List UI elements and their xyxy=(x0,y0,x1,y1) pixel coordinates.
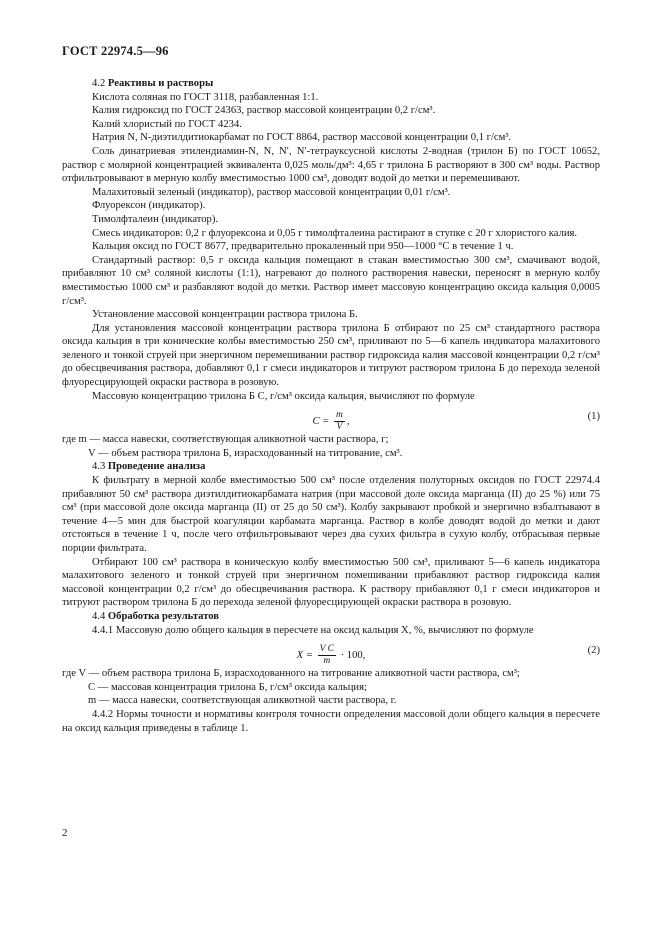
paragraph: 4.4.1 Массовую долю общего кальция в пересчете на оксид кальция X, %, вычисляют по формуле xyxy=(92,624,534,636)
paragraph: Кальция оксид по ГОСТ 8677, предварительно прокаленный при 950—1000 °С в течение 1 ч. xyxy=(92,241,514,253)
paragraph: Смесь индикаторов: 0,2 г флуорексона и 0,05 г тимолфталеина растирают в ступке с 20 г хлористого калия. xyxy=(92,227,578,239)
paragraph: 4.4.2 Нормы точности и нормативы контроля точности определения массовой доли общего кальция в пересчете на оксид кальция приведены в таблице 1. xyxy=(62,708,600,734)
formula-rhs: · 100, xyxy=(340,650,366,662)
paragraph: Отбирают 100 см³ раствора в коническую колбу вместимостью 500 см³, приливают 5—6 капель индикатора малахитового зеленого и тонкой струей при энергичном помешивании прибавляют раствор гидроксида калия массовой концентрации 0,2 г/см³ до обесцвечивания раствора. К раствору прибавляют 0,1 г смеси индикаторов и титруют раствором трилона Б до перехода зеленой флуоресцирующей окраски раствора в розовую. xyxy=(62,556,600,609)
paragraph: Флуорексон (индикатор). xyxy=(92,200,206,212)
fraction-denominator: V xyxy=(336,422,343,433)
section-title: Реактивы и растворы xyxy=(107,78,214,89)
formula-1 xyxy=(62,403,600,433)
formula-expression xyxy=(62,644,600,667)
page-number: 2 xyxy=(62,827,68,839)
formula-number: (2) xyxy=(587,645,600,657)
section-title: Обработка результатов xyxy=(107,610,220,622)
where-line: где V — объем раствора трилона Б, израсходованного на титрование аликвотной части раствора, см³; xyxy=(62,668,520,680)
paragraph: Для установления массовой концентрации раствора трилона Б отбирают по 25 см³ стандартного раствора оксида кальция в три конические колбы вместимостью 250 см³, приливают по 5—6 капель индикатора малахитового зеленого и тонкой струей при энергичном перемешивании раствор гидроксида калия массовой концентрации 0,2 г/см³ до обесцвечивания раствора, добавляют 0,1 г смеси индикаторов и титруют раствором трилона Б до перехода зеленой флуоресцирующей окраски раствора в розовую. xyxy=(62,322,600,389)
section-heading-4-2 xyxy=(62,77,600,91)
paragraph: Установление массовой концентрации раствора трилона Б. xyxy=(92,309,358,321)
fraction-numerator: m xyxy=(336,410,343,421)
section-number: 4.3 xyxy=(92,461,106,473)
fraction-denominator: m xyxy=(323,656,331,667)
formula-fraction xyxy=(334,410,345,433)
formula-2 xyxy=(62,637,600,667)
paragraph: Калий хлористый по ГОСТ 4234. xyxy=(92,118,242,130)
paragraph: Кислота соляная по ГОСТ 3118, разбавленная 1:1. xyxy=(92,91,319,103)
formula-expression xyxy=(62,410,600,433)
section-number: 4.2 xyxy=(92,78,106,89)
formula-lhs: X = xyxy=(296,650,313,662)
document-body xyxy=(62,77,600,735)
paragraph: Натрия N, N-диэтилдитиокарбамат по ГОСТ 8864, раствор массовой концентрации 0,1 г/см³. xyxy=(92,132,512,144)
where-line: где m — масса навески, соответствующая аликвотной части раствора, г; xyxy=(62,434,389,446)
paragraph: Калия гидроксид по ГОСТ 24363, раствор массовой концентрации 0,2 г/см³. xyxy=(92,105,436,117)
section-heading-4-3 xyxy=(62,460,600,474)
section-heading-4-4 xyxy=(62,610,600,624)
where-line: m — масса навески, соответствующая аликвотной части раствора, г. xyxy=(88,695,397,707)
formula-fraction xyxy=(318,644,336,667)
paragraph: Соль динатриевая этилендиамин-N, N, N′, N′-тетрауксусной кислоты 2-водная (трилон Б) по ГОСТ 10652, раствор с молярной концентрацией эквивалента 0,025 моль/дм³: 4,65 г трилона Б растворяют в 300 см³ воды. Раствор отфильтровывают в мерную колбу вместимостью 1000 см³, доводят водой до метки и перемешивают. xyxy=(62,145,600,185)
paragraph: Тимолфталеин (индикатор). xyxy=(92,213,219,225)
paragraph: Массовую концентрацию трилона Б С, г/см³ оксида кальция, вычисляют по формуле xyxy=(92,390,475,402)
paragraph: Стандартный раствор: 0,5 г оксида кальция помещают в стакан вместимостью 300 см³, смачивают водой, прибавляют 10 см³ соляной кислоты (1:1), нагревают до полного растворения навески, переносят в мерную колбу вместимостью 1000 см³ и разбавляют водой до метки. Раствор имеет массовую концентрацию оксида кальция 0,0005 г/см³. xyxy=(62,254,600,307)
where-line: V — объем раствора трилона Б, израсходованный на титрование, см³. xyxy=(88,447,403,459)
formula-rhs: , xyxy=(346,416,350,428)
paragraph: К фильтрату в мерной колбе вместимостью 500 см³ после отделения полуторных оксидов по ГОСТ 22974.4 прибавляют 50 см³ раствора диэтилдитиокарбамата натрия (при массовой доле оксида марганца (II) до 25 %) или 75 см³ (при массовой доле оксида марганца (II) от 25 до 50 см³). Колбу закрывают пробкой и энергично взбалтывают в течение 4—5 мин для быстрой коагуляции карбамата марганца. Раствор в колбе доводят водой до метки и дают отстояться в течение 1 ч, после чего отфильтровывают через два сухих фильтра в сухую колбу, отбрасывая первые порции фильтрата. xyxy=(62,475,600,554)
section-title: Проведение анализа xyxy=(107,461,206,473)
where-line: C — массовая концентрация трилона Б, г/см³ оксида кальция; xyxy=(88,681,367,693)
section-number: 4.4 xyxy=(92,610,106,622)
fraction-numerator: V C xyxy=(319,644,334,655)
formula-number: (1) xyxy=(587,411,600,423)
document-header: ГОСТ 22974.5—96 xyxy=(62,44,169,58)
formula-lhs: C = xyxy=(312,416,330,428)
paragraph: Малахитовый зеленый (индикатор), раствор массовой концентрации 0,01 г/см³. xyxy=(92,186,451,198)
